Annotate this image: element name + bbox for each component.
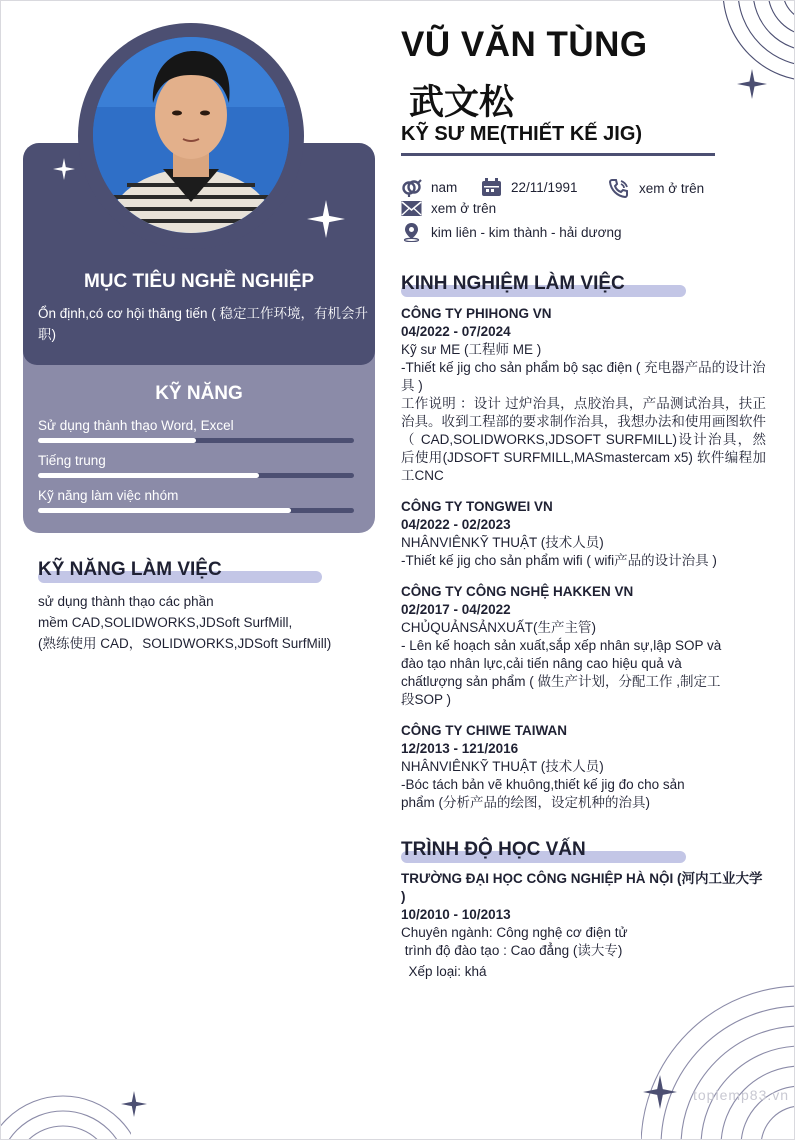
birthdate-value: 22/11/1991 [511,180,578,195]
job-dates: 12/2013 - 121/2016 [401,741,519,756]
location-icon [401,222,422,242]
objective-title: MỤC TIÊU NGHỀ NGHIỆP [83,271,315,292]
education-line: Chuyên ngành: Công nghệ cơ điện tử [401,925,628,940]
job-line: CHỦQUẢNSẢNXUẤT(生产主管) [401,620,597,635]
job-line: Kỹ sư ME (工程师 ME ) [401,342,542,357]
skill-bar-fill [38,438,196,443]
address-value: kim liên - kim thành - hải dương [431,224,622,240]
concentric-circles-decoration [641,966,795,1140]
full-name: VŨ VĂN TÙNG [401,25,648,64]
job-line: -Bóc tách bản vẽ khuông,thiết kế jig đo cho sản phẩm (分析产品的绘图，设定机种的治具) [401,777,685,810]
skill-name: Kỹ năng làm việc nhóm [38,488,179,503]
skill-item [38,417,354,443]
company-name: CÔNG TY CÔNG NGHỆ HAKKEN VN [401,584,634,599]
job-line: -Thiết kế jig cho sản phẩm bộ sạc điện ( 充电器产品的设计治具 ) [401,360,766,393]
education-entry [401,870,766,981]
gender-icon [401,178,422,197]
phone-icon [608,178,630,198]
calendar-icon [481,178,502,197]
sparkle-icon [121,1091,147,1117]
avatar [93,37,289,233]
gender-info [401,178,457,197]
school-name: TRƯỜNG ĐẠI HỌC CÔNG NGHIỆP HÀ NỘI (河内工业大学 ) [401,871,763,904]
job-entry [401,583,731,709]
divider [401,153,715,156]
gender-value: nam [431,180,458,195]
skill-bar [38,473,354,478]
birthdate-info [481,178,578,197]
job-dates: 02/2017 - 04/2022 [401,602,511,617]
job-line: NHÂNVIÊNKỸ THUẬT (技术人员) [401,759,604,774]
company-name: CÔNG TY CHIWE TAIWAN [401,723,567,738]
company-name: CÔNG TY PHIHONG VN [401,306,552,321]
skill-bar [38,508,354,513]
sparkle-icon [643,1075,677,1109]
skill-name: Tiếng trung [38,453,106,468]
education-heading [401,839,586,861]
skill-bar-fill [38,508,291,513]
education-title: TRÌNH ĐỘ HỌC VẤN [401,839,586,860]
work-skills-line: sử dụng thành thạo các phần [38,594,214,609]
phone-value: xem ở trên [639,180,705,196]
education-line: trình độ đào tạo : Cao đẳng (读大专) [401,943,623,958]
education-line: Xếp loại: khá [401,964,487,979]
skill-bar-fill [38,473,259,478]
skill-bar [38,438,354,443]
job-line: 工作说明 ：设计 过炉治具，点胶治具，产品测试治具，扶正治具。收到工程部的要求制作治具，我想办法和使用画图软件 （ CAD,SOLIDWORKS,JDSOFT SURFMILL)设计治具，然后使用(JDSOFT SURFMILL,MASmastercam x5) 软件编程加工CNC [401,396,766,483]
work-skills-line: (熟练使用 CAD，SOLIDWORKS,JDSoft SurfMill) [38,636,332,651]
skill-item [38,452,354,478]
company-name: CÔNG TY TONGWEI VN [401,499,553,514]
job-dates: 04/2022 - 02/2023 [401,517,511,532]
job-entry [401,722,701,812]
job-entry [401,305,766,485]
job-dates: 04/2022 - 07/2024 [401,324,511,339]
experience-heading [401,273,625,295]
email-icon [401,200,422,217]
work-skills-title: KỸ NĂNG LÀM VIỆC [38,559,222,580]
phone-info [608,178,704,198]
concentric-circles-decoration [713,1,795,106]
work-skills-text [38,591,338,654]
address-info [401,222,621,242]
full-name-chinese: 武文松 [409,83,515,122]
education-dates: 10/2010 - 10/2013 [401,907,511,922]
watermark: toplemp83.vn [693,1087,790,1103]
sparkle-icon [737,69,767,99]
email-value: xem ở trên [431,201,497,216]
experience-title: KINH NGHIỆM LÀM VIỆC [401,273,625,294]
work-skills-line: mềm CAD,SOLIDWORKS,JDSoft SurfMill, [38,615,293,630]
concentric-circles-decoration [1,1066,131,1140]
job-line: NHÂNVIÊNKỸ THUẬT (技术人员) [401,535,604,550]
skill-name: Sử dụng thành thạo Word, Excel [38,418,234,433]
skills-title: KỸ NĂNG [155,383,243,404]
email-info [401,200,496,217]
job-line: -Thiết kế jig cho sản phẩm wifi ( wifi产品的设计治具 ) [401,553,717,568]
job-entry [401,498,766,570]
skill-item [38,487,354,513]
portrait-photo [93,37,289,233]
job-title: KỸ SƯ ME(THIẾT KẾ JIG) [401,123,643,145]
objective-text: Ổn định,có cơ hội thăng tiến ( 稳定工作环境，有机会升职) [38,306,368,342]
work-skills-heading [38,559,222,581]
job-line: - Lên kế hoạch sản xuất,sắp xếp nhân sự,lập SOP và đào tạo nhân lực,cải tiến nâng cao hiệu quả và chấtlượng sản phẩm ( 做生产计划，分配工作 ,制定工段SOP ) [401,638,722,707]
